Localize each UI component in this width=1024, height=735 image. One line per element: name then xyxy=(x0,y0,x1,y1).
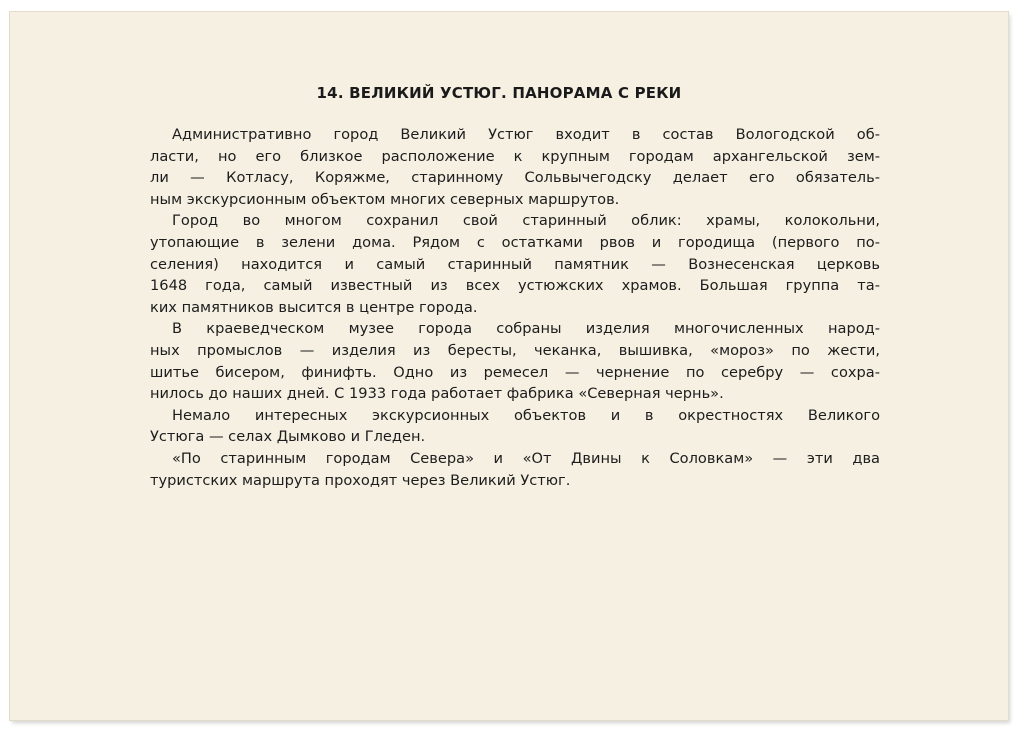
text-line: туристских маршрута проходят через Великий Устюг. xyxy=(150,471,571,489)
text-line: «По старинным городам Севера» и «От Двины к Соловкам» — эти два xyxy=(172,449,880,467)
text-line: ких памятников высится в центре города. xyxy=(150,298,478,316)
text-line: ласти, но его близкое расположение к крупным городам архангельской зем- xyxy=(150,147,880,165)
text-line: Город во многом сохранил свой старинный облик: храмы, колокольни, xyxy=(172,212,880,230)
text-line: утопающие в зелени дома. Рядом с остатками рвов и городища (первого по- xyxy=(150,233,880,251)
text-line: ных промыслов — изделия из бересты, чеканка, вышивка, «мороз» по жести, xyxy=(150,341,880,359)
text-line: шитье бисером, финифть. Одно из ремесел — чернение по серебру — сохра- xyxy=(150,363,880,381)
text-line: Устюга — селах Дымково и Гледен. xyxy=(150,428,426,446)
text-line: ли — Котласу, Коряжме, старинному Сольвычегодску делает его обязатель- xyxy=(150,169,880,187)
page-title: 14. ВЕЛИКИЙ УСТЮГ. ПАНОРАМА С РЕКИ xyxy=(316,84,682,102)
body-text xyxy=(150,124,880,491)
text-line: В краеведческом музее города собраны изделия многочисленных народ- xyxy=(172,320,880,338)
text-line: нилось до наших дней. С 1933 года работает фабрика «Северная чернь». xyxy=(150,385,724,403)
text-line: Административно город Великий Устюг входит в состав Вологодской об- xyxy=(172,126,880,143)
postcard-back xyxy=(10,12,1008,720)
text-line: Немало интересных экскурсионных объектов и в окрестностях Великого xyxy=(172,406,880,424)
text-line: селения) находится и самый старинный памятник — Вознесенская церковь xyxy=(150,255,880,273)
text-line: ным экскурсионным объектом многих северных маршрутов. xyxy=(150,190,620,208)
text-line: 1648 года, самый известный из всех устюжских храмов. Большая группа та- xyxy=(150,277,880,295)
